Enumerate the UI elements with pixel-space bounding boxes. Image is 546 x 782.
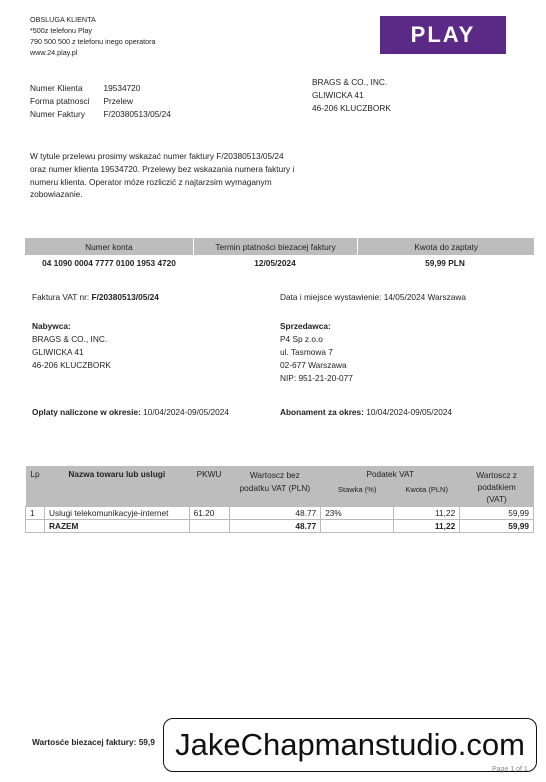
payment-row bbox=[25, 256, 534, 270]
amount-due: 59,99 PLN bbox=[425, 258, 465, 268]
buyer-line: GLIWICKA 41 bbox=[32, 347, 84, 357]
seller-line: ul. Tasmowa 7 bbox=[280, 347, 333, 357]
transfer-note: W tytule przelewu prosimy wskazać numer faktury F/20380513/05/24 oraz numer klienta 19534720. Przelewy bez wskazania numera faktury i numeru klienta. Operator móze rozliczić z najtarzsim wymaganym zobowiazanie. bbox=[30, 151, 295, 200]
summary-label: Wartosće biezacej faktury: bbox=[32, 737, 137, 747]
invoice-number-label: Numer Faktury bbox=[30, 109, 85, 119]
address-line: GLIWICKA 41 bbox=[312, 90, 364, 100]
items-table bbox=[25, 466, 534, 533]
cell-tax: 11,22 bbox=[394, 506, 460, 519]
client-number-label: Numer Klienta bbox=[30, 83, 83, 93]
seller-line: NIP: 951-21-20-077 bbox=[280, 373, 353, 383]
cell-net: 48.77 bbox=[229, 506, 321, 519]
cell-rate: 23% bbox=[321, 506, 394, 519]
col-lp: Lp bbox=[26, 466, 45, 506]
col-net-line: podatku VAT (PLN) bbox=[239, 483, 311, 493]
col-net bbox=[229, 466, 321, 506]
vat-invoice-info bbox=[32, 292, 159, 302]
payment-form-label: Forma ptatnosci bbox=[30, 96, 90, 106]
buyer-title: Nabywca: bbox=[32, 321, 71, 331]
col-net-line: Wartoscz bez bbox=[249, 470, 300, 480]
total-label: RAZEM bbox=[44, 519, 189, 532]
table-row bbox=[26, 506, 534, 519]
play-logo: PLAY bbox=[380, 16, 506, 54]
payment-form-value: Przelew bbox=[103, 96, 133, 106]
cell-pkwu: 61.20 bbox=[189, 506, 229, 519]
col-pkwu: PKWU bbox=[189, 466, 229, 506]
recipient-address bbox=[312, 76, 391, 115]
cell-name: Uslugi telekomunikacyje-internet bbox=[44, 506, 189, 519]
invoice-summary bbox=[32, 737, 155, 747]
subscription-period-value: 10/04/2024-09/05/2024 bbox=[366, 407, 453, 417]
issue-date: Data i miejsce wystawienie: 14/05/2024 Warszawa bbox=[280, 292, 466, 302]
contact-info bbox=[30, 14, 155, 58]
col-vat bbox=[321, 466, 460, 506]
subscription-period bbox=[280, 407, 452, 417]
due-date-header: Termin ptatności biezacej faktury bbox=[193, 238, 358, 255]
col-gross-line: podatkiem bbox=[477, 482, 516, 492]
contact-line: 790 500 500 z telefonu inego operatora bbox=[30, 37, 156, 46]
subscription-period-label: Abonament za okres: bbox=[280, 407, 364, 417]
due-date: 12/05/2024 bbox=[254, 258, 296, 268]
address-line: BRAGS & CO., INC. bbox=[312, 77, 388, 87]
cell-lp: 1 bbox=[26, 506, 45, 519]
col-name: Nazwa towaru lub uslugi bbox=[44, 466, 189, 506]
total-gross: 59,99 bbox=[460, 519, 534, 532]
contact-line: OBSLUGA KLIENTA bbox=[30, 15, 96, 24]
seller-title: Sprzedawca: bbox=[280, 321, 331, 331]
client-number-value: 19534720 bbox=[103, 83, 141, 93]
total-net: 48.77 bbox=[229, 519, 321, 532]
vat-number: F/20380513/05/24 bbox=[91, 292, 159, 302]
seller-line: 02-677 Warszawa bbox=[280, 360, 347, 370]
payment-header bbox=[25, 238, 534, 255]
col-tax: Kwota (PLN) bbox=[405, 485, 448, 494]
invoice-number-value: F/20380513/05/24 bbox=[103, 109, 171, 119]
account-header: Numer konta bbox=[85, 241, 133, 252]
contact-line: *500z telefonu Play bbox=[30, 26, 92, 35]
cell-gross: 59,99 bbox=[460, 506, 534, 519]
col-gross-line: Wartoscz z bbox=[476, 470, 517, 480]
table-header-row bbox=[26, 466, 534, 506]
seller-line: P4 Sp z.o.o bbox=[280, 334, 323, 344]
amount-header: Kwota do zaptaty bbox=[357, 238, 534, 255]
watermark-stamp: JakeChapmanstudio.com bbox=[163, 718, 537, 772]
account-number: 04 1090 0004 7777 0100 1953 4720 bbox=[42, 258, 176, 268]
col-gross-line: (VAT) bbox=[486, 494, 507, 504]
charges-period bbox=[32, 407, 229, 417]
col-vat-title: Podatek VAT bbox=[366, 469, 415, 479]
total-tax: 11,22 bbox=[394, 519, 460, 532]
buyer-line: 46-206 KLUCZBORK bbox=[32, 360, 111, 370]
table-total-row bbox=[26, 519, 534, 532]
contact-line: www.24.play.pl bbox=[30, 48, 78, 57]
charges-period-label: Oplaty naliczone w okresie: bbox=[32, 407, 141, 417]
buyer-line: BRAGS & CO., INC. bbox=[32, 334, 108, 344]
summary-value: 59,9 bbox=[138, 737, 155, 747]
seller-block bbox=[280, 320, 353, 385]
vat-label: Faktura VAT nr: bbox=[32, 292, 90, 302]
page-number: Page 1 of 1 bbox=[492, 766, 528, 773]
client-details bbox=[30, 82, 185, 121]
col-rate: Stawka (%) bbox=[338, 485, 377, 494]
buyer-block bbox=[32, 320, 111, 372]
col-gross bbox=[460, 466, 534, 506]
charges-period-value: 10/04/2024-09/05/2024 bbox=[143, 407, 229, 417]
address-line: 46-206 KLUCZBORK bbox=[312, 103, 391, 113]
